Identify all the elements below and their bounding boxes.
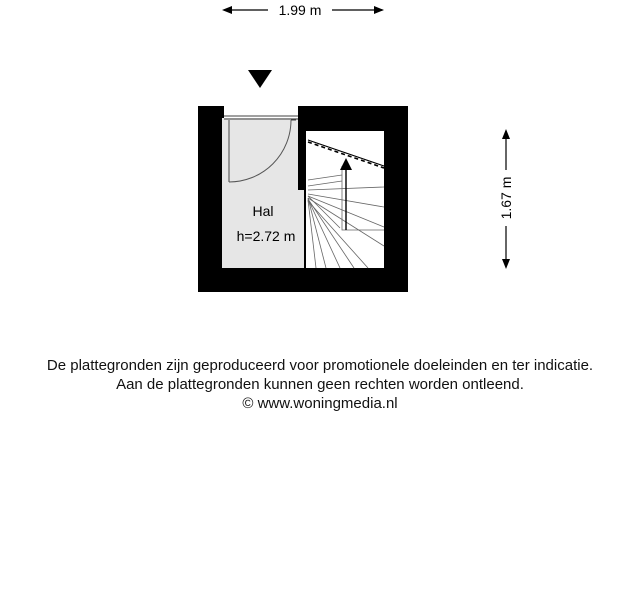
arrowhead-left-icon [222, 6, 232, 14]
copyright-line: © www.woningmedia.nl [242, 395, 398, 412]
partition-wall-thin [304, 190, 306, 268]
hall-floor [222, 118, 306, 268]
depth-dimension [498, 129, 514, 269]
room-height: h=2.72 m [236, 228, 296, 244]
disclaimer [0, 356, 640, 413]
width-label: 1.99 m [278, 2, 322, 18]
disclaimer-line-2: Aan de plattegronden kunnen geen rechten worden ontleend. [116, 376, 524, 393]
width-dimension [222, 2, 384, 18]
stair-floor [306, 131, 384, 268]
partition-wall [298, 106, 306, 190]
room-name: Hal [252, 203, 274, 219]
disclaimer-line-1: De plattegronden zijn geproduceerd voor promotionele doeleinden en ter indicatie. [46, 357, 594, 374]
entrance-marker-icon [248, 70, 272, 88]
arrowhead-down-icon [502, 259, 510, 269]
arrowhead-up-icon [502, 129, 510, 139]
arrowhead-right-icon [374, 6, 384, 14]
depth-label: 1.67 m [498, 176, 514, 220]
